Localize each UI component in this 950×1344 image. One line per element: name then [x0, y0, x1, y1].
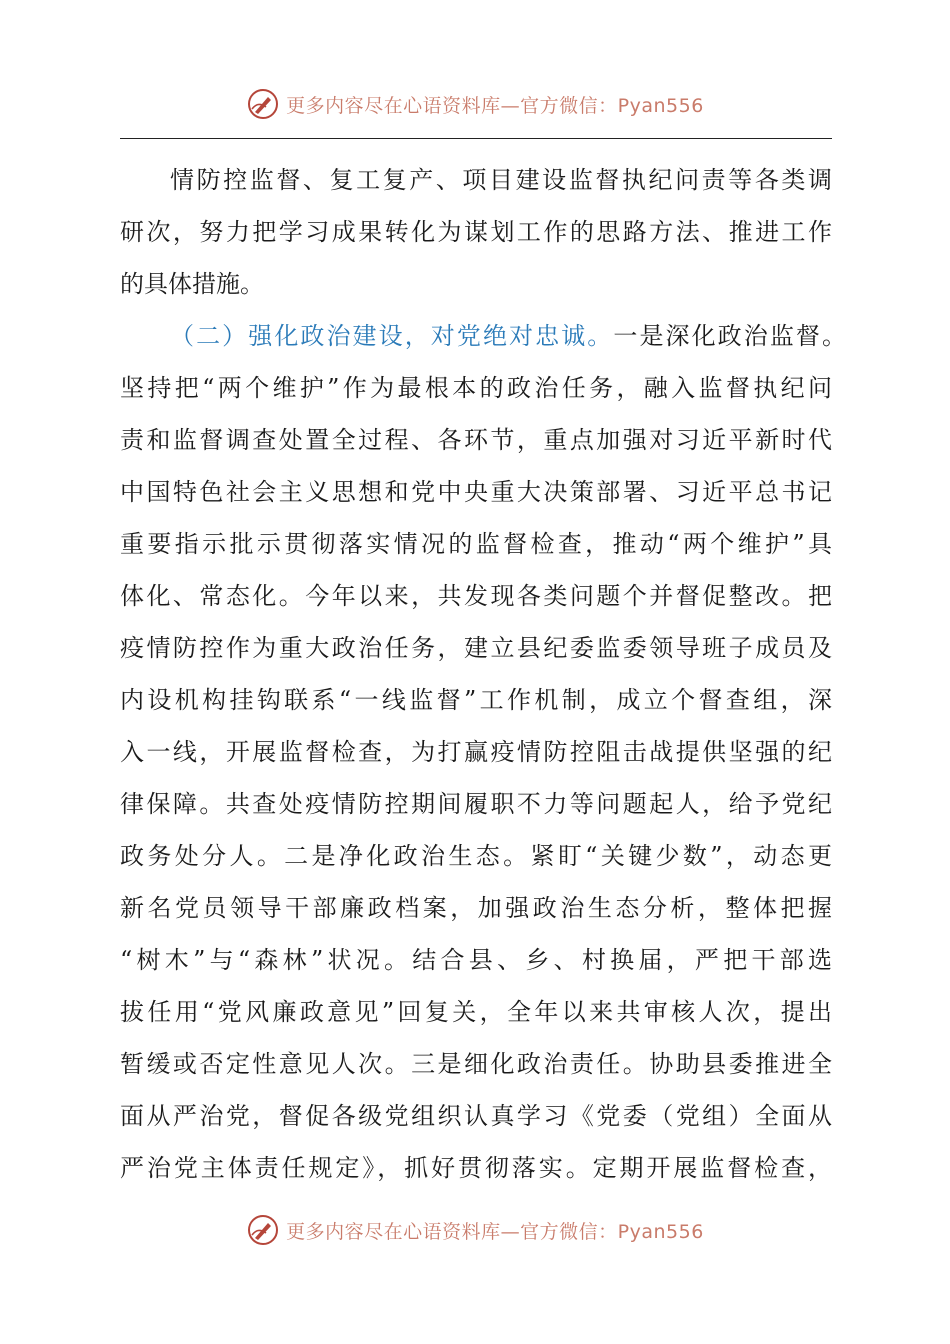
section-lead: 一是深化政治监督。 [613, 322, 846, 350]
text-line: 入一线，开展监督检查，为打赢疫情防控阻击战提供坚强的纪 [120, 738, 832, 766]
text-line: 暂缓或否定性意见人次。三是细化政治责任。协助县委推进全 [120, 1050, 832, 1078]
footer-banner [0, 1208, 950, 1252]
text-line: 中国特色社会主义思想和党中央重大决策部署、习近平总书记 [120, 478, 832, 506]
text-line: 政务处分人。二是净化政治生态。紧盯“关键少数”，动态更 [120, 842, 832, 870]
header-banner [0, 82, 950, 126]
text-line: 内设机构挂钩联系“一线监督”工作机制，成立个督查组，深 [120, 686, 832, 714]
text-line: 疫情防控作为重大政治任务，建立县纪委监委领导班子成员及 [120, 634, 832, 662]
text-line: 律保障。共查处疫情防控期间履职不力等问题起人，给予党纪 [120, 790, 832, 818]
header-banner-text: 更多内容尽在心语资料库—官方微信：Pyan556 [286, 94, 704, 117]
text-line: 新名党员领导干部廉政档案，加强政治生态分析，整体把握 [120, 894, 832, 922]
text-line: 责和监督调查处置全过程、各环节，重点加强对习近平新时代 [120, 426, 832, 454]
text-line: 重要指示批示贯彻落实情况的监督检查，推动“两个维护”具 [120, 530, 832, 558]
text-line: 的具体措施。 [120, 270, 264, 298]
text-line: “树木”与“森林”状况。结合县、乡、村换届，严把干部选 [120, 946, 832, 974]
text-line: 情防控监督、复工复产、项目建设监督执纪问责等各类调 [170, 166, 832, 194]
footer-banner-text: 更多内容尽在心语资料库—官方微信：Pyan556 [286, 1220, 704, 1243]
header-rule [120, 138, 832, 139]
pen-logo-icon [246, 1213, 280, 1247]
text-line: 严治党主体责任规定》，抓好贯彻落实。定期开展监督检查， [120, 1154, 832, 1182]
document-body [120, 154, 846, 1194]
text-line: 体化、常态化。今年以来，共发现各类问题个并督促整改。把 [120, 582, 832, 610]
text-line: 面从严治党，督促各级党组织认真学习《党委（党组）全面从 [120, 1102, 832, 1130]
pen-logo-icon [246, 87, 280, 121]
text-line: 坚持把“两个维护”作为最根本的政治任务，融入监督执纪问 [120, 374, 832, 402]
wechat-id: Pyan556 [617, 94, 704, 117]
text-line: 拔任用“党风廉政意见”回复关，全年以来共审核人次，提出 [120, 998, 832, 1026]
section-line [120, 310, 846, 362]
wechat-id: Pyan556 [617, 1220, 704, 1243]
section-heading: （二）强化政治建设，对党绝对忠诚。 [170, 322, 614, 350]
text-line: 研次，努力把学习成果转化为谋划工作的思路方法、推进工作 [120, 218, 832, 246]
